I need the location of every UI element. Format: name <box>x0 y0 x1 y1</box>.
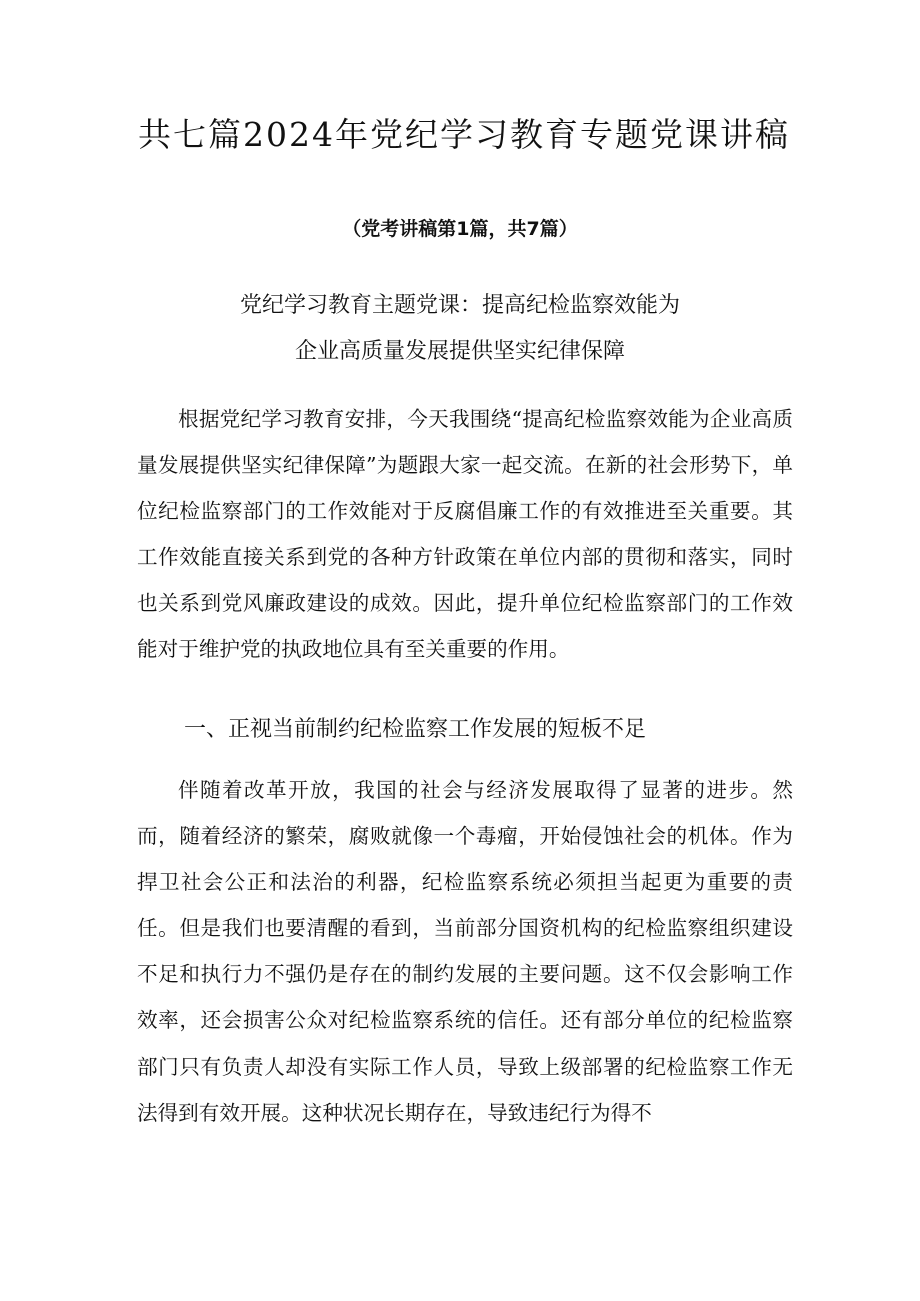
intro-paragraph: 根据党纪学习教育安排，今天我围绕“提高纪检监察效能为企业高质量发展提供坚实纪律保障”为题跟大家一起交流。在新的社会形势下，单位纪检监察部门的工作效能对于反腐倡廉工作的有效推进至关重要。其工作效能直接关系到党的各种方针政策在单位内部的贯彻和落实，同时也关系到党风廉政建设的成效。因此，提升单位纪检监察部门的工作效能对于维护党的执政地位具有至关重要的作用。 <box>137 407 793 662</box>
lesson-title <box>0 283 920 375</box>
lesson-title-line-1: 党纪学习教育主题党课：提高纪检监察效能为 <box>239 293 680 318</box>
section-1-paragraph: 伴随着改革开放，我国的社会与经济发展取得了显著的进步。然而，随着经济的繁荣，腐败就像一个毒瘤，开始侵蚀社会的机体。作为捍卫社会公正和法治的利器，纪检监察系统必须担当起更为重要的责任。但是我们也要清醒的看到，当前部分国资机构的纪检监察组织建设不足和执行力不强仍是存在的制约发展的主要问题。这不仅会影响工作效率，还会损害公众对纪检监察系统的信任。还有部分单位的纪检监察部门只有负责人却没有实际工作人员，导致上级部署的纪检监察工作无法得到有效开展。这种状况长期存在，导致违纪行为得不 <box>137 778 793 1125</box>
section-heading-1: 一、正视当前制约纪检监察工作发展的短板不足 <box>184 717 647 742</box>
document-subtitle: （党考讲稿第1篇，共7篇） <box>342 218 578 240</box>
document-title: 共七篇2024年党纪学习教育专题党课讲稿 <box>138 115 790 154</box>
lesson-title-line-2: 企业高质量发展提供坚实纪律保障 <box>294 339 625 364</box>
